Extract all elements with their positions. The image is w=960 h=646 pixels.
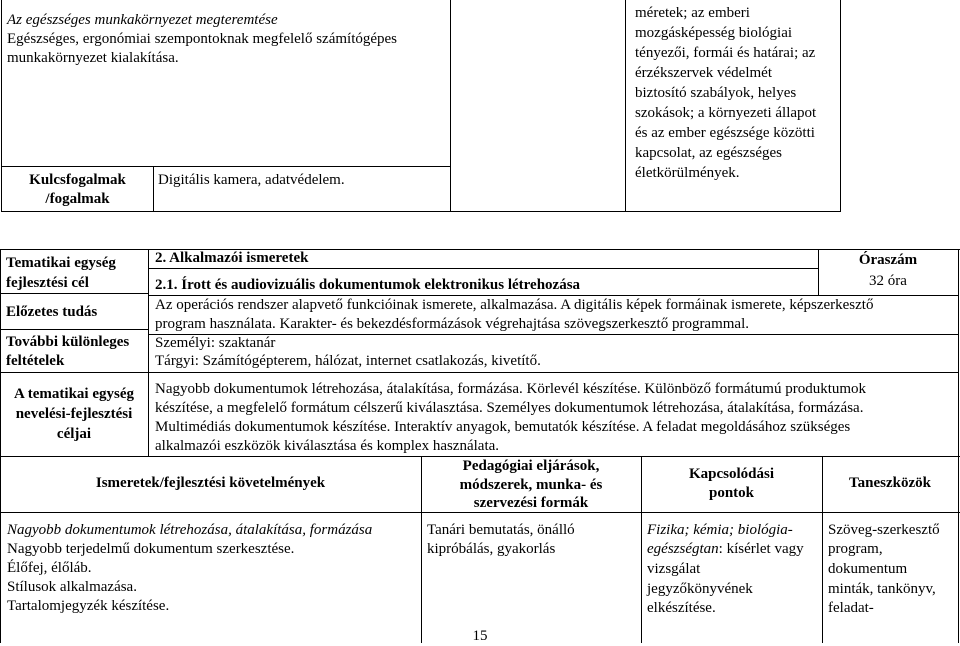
requirements-item: Nagyobb terjedelmű dokumentum szerkesztése. [7,541,295,557]
requirements-heading: Nagyobb dokumentumok létrehozása, átalakítása, formázása [7,522,373,538]
key-concepts-label-2: /fogalmak [45,191,110,207]
links-rest: : kísérlet vagy [718,541,804,557]
tools-text: dokumentum [828,561,908,577]
header-links-2: pontok [708,485,755,501]
top-right-text-line: tényezői, formái és határai; az [635,45,816,61]
top-left-text-2: munkakörnyezet kialakítása. [7,50,179,66]
header-requirements: Ismeretek/fejlesztési követelmények [95,475,326,491]
header-methods-3: szervezési formák [473,495,589,511]
goals-text-line: Nagyobb dokumentumok létrehozása, átalakítása, formázása. Körlevél készítése. Különböző formátumú produktumok [155,381,867,397]
top-right-text-line: és az ember egészsége közötti [635,125,815,141]
top-right-text-line: érzékszervek védelmét [635,65,772,81]
links-text-3: vizsgálat [647,561,701,577]
top-right-text-line: méretek; az emberi [635,5,750,21]
goals-label-2: nevelési-fejlesztési [15,406,133,422]
goals-label-3: céljai [56,426,92,442]
top-right-text-line: mozgásképesség biológiai [635,25,793,41]
unit-label: Tematikai egység [6,255,116,271]
top-left-heading: Az egészséges munkakörnyezet megteremtése [7,12,278,28]
header-methods-2: módszerek, munka- és [459,477,603,493]
tools-text: program, [828,541,883,557]
hours-label: Óraszám [858,252,918,268]
key-concepts-value: Digitális kamera, adatvédelem. [158,172,345,188]
links-text-4: jegyzőkönyvének [647,581,753,597]
requirements-item: Tartalomjegyzék készítése. [7,598,170,614]
links-subject: egészségtan [647,541,719,557]
conditions-text-2: Tárgyi: Számítógépterem, hálózat, internet csatlakozás, kivetítő. [155,353,541,369]
prereq-text-2: program használata. Karakter- és bekezdésformázások végrehajtása szövegszerkesztő programmal. [155,316,750,332]
goals-text-line: Multimédiás dokumentumok készítése. Interaktív anyagok, bemutatók készítése. A feladat megoldásához szükséges [155,419,851,435]
tools-text: feladat- [828,600,874,616]
header-links: Kapcsolódási [688,466,775,482]
conditions-label-2: feltételek [6,353,65,369]
hours-value: 32 óra [869,273,907,289]
goals-label: A tematikai egység [14,386,134,402]
requirements-item: Stílusok alkalmazása. [7,579,137,595]
prereq-label: Előzetes tudás [6,304,98,320]
page-number: 15 [472,628,488,644]
header-methods: Pedagógiai eljárások, [462,458,600,474]
conditions-text: Személyi: szaktanár [155,335,276,351]
methods-text: kipróbálás, gyakorlás [427,541,556,557]
tools-text: Szöveg-szerkesztő [828,522,940,538]
methods-text: Tanári bemutatás, önálló [427,522,575,538]
top-left-text: Egészséges, ergonómiai szempontoknak megfelelő számítógépes [7,31,398,47]
links-text: Fizika; kémia; biológia- [647,522,793,538]
subunit-title: 2.1. Írott és audiovizuális dokumentumok elektronikus létrehozása [155,277,581,293]
prereq-text: Az operációs rendszer alapvető funkcióinak ismerete, alkalmazása. A digitális képek formáinak ismerete, képszerkesztő [155,297,874,313]
top-right-text-line: biztosító szabályok, helyes [635,85,797,101]
requirements-item: Élőfej, élőláb. [7,560,92,576]
key-concepts-label: Kulcsfogalmak [29,172,126,188]
top-right-text-line: életkörülmények. [635,165,740,181]
goals-text-line: alkalmazói eszközök kiválasztása és komplex használata. [155,438,500,454]
links-text-2 [647,540,804,559]
unit-label-2: fejlesztési cél [6,275,89,291]
top-right-text-line: szokások; a környezeti állapot [635,105,817,121]
conditions-label: További különleges [6,334,130,350]
top-right-text-line: kapcsolat, az egészséges [635,145,783,161]
goals-text-line: készítése, a megfelelő formátum célszerű kiválasztása. Személyes dokumentumok létrehozása, átalakítása, formázása. [155,400,864,416]
unit-title: 2. Alkalmazói ismeretek [155,250,309,266]
tools-text: minták, tankönyv, [828,581,936,597]
header-tools: Taneszközök [849,475,931,491]
links-text-5: elkészítése. [647,600,716,616]
